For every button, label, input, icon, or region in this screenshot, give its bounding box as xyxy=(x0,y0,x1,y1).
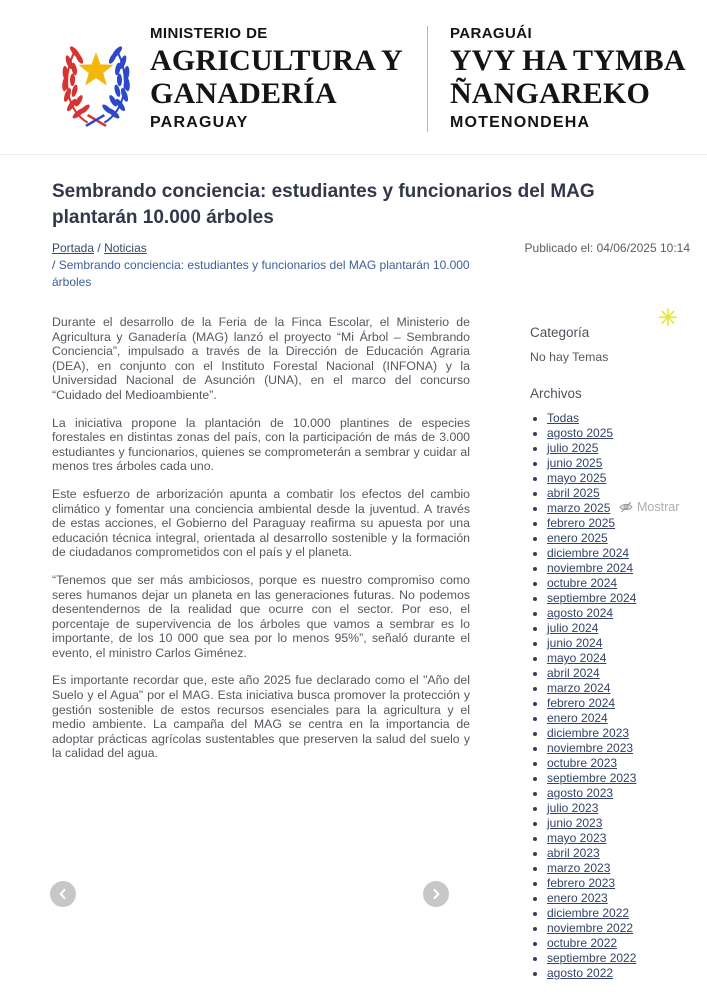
archive-link[interactable]: octubre 2023 xyxy=(547,756,618,770)
archive-link[interactable]: enero 2025 xyxy=(547,531,608,545)
archives-heading: Archivos xyxy=(530,386,582,401)
guarani-name-line1: YVY HA TYMBA xyxy=(449,44,686,77)
eye-off-icon xyxy=(619,500,633,514)
chevron-right-icon xyxy=(429,887,443,901)
archive-link[interactable]: abril 2023 xyxy=(547,846,600,860)
published-date: Publicado el: 04/06/2025 10:14 xyxy=(524,241,690,255)
archive-link[interactable]: junio 2024 xyxy=(547,636,603,650)
archive-item xyxy=(547,846,690,861)
archive-item xyxy=(547,651,690,666)
sparkle-icon[interactable]: ✳ xyxy=(657,305,678,332)
archive-item xyxy=(547,591,690,606)
archive-item xyxy=(547,711,690,726)
breadcrumb-home-link[interactable]: Portada xyxy=(52,241,95,255)
archive-item xyxy=(547,666,690,681)
archive-item xyxy=(547,621,690,636)
archive-item xyxy=(547,786,690,801)
archive-item xyxy=(547,891,690,906)
archive-link[interactable]: junio 2023 xyxy=(547,816,603,830)
archive-item xyxy=(547,756,690,771)
archive-item xyxy=(547,906,690,921)
archive-item xyxy=(547,726,690,741)
archive-item xyxy=(547,816,690,831)
chevron-left-icon xyxy=(56,887,70,901)
archive-link[interactable]: agosto 2025 xyxy=(547,426,614,440)
archive-link[interactable]: septiembre 2022 xyxy=(547,951,637,965)
archive-link[interactable]: diciembre 2024 xyxy=(547,546,630,560)
archive-link[interactable]: julio 2025 xyxy=(547,441,599,455)
breadcrumb-current: Sembrando conciencia: estudiantes y funcionarios del MAG plantarán 10.000 árboles xyxy=(52,258,470,289)
category-heading: Categoría xyxy=(530,325,590,340)
site-header xyxy=(0,0,707,155)
article-body xyxy=(52,315,470,989)
archive-link[interactable]: septiembre 2024 xyxy=(547,591,637,605)
archive-item xyxy=(547,471,690,486)
archive-item xyxy=(547,516,690,531)
archive-link[interactable]: agosto 2024 xyxy=(547,606,614,620)
archive-link[interactable]: noviembre 2024 xyxy=(547,561,634,575)
archive-link[interactable]: marzo 2024 xyxy=(547,681,611,695)
paraguay-coat-of-arms-logo xyxy=(54,27,138,131)
article-head xyxy=(0,155,707,291)
article-paragraphs xyxy=(52,315,470,761)
archive-link[interactable]: octubre 2022 xyxy=(547,936,618,950)
archive-item xyxy=(547,426,690,441)
article-paragraph: Este esfuerzo de arborización apunta a combatir los efectos del cambio climático y fomentar una conciencia ambiental desde la juventud. A través de estas acciones, el Gobierno del Paraguay reafirma su apuesta por una educación técnica integral, orientada al desarrollo sostenible y la formación de ciudadanos comprometidos con el país y el planeta. xyxy=(52,486,470,560)
ministry-name-block xyxy=(150,24,403,134)
archive-link[interactable]: mayo 2024 xyxy=(547,651,607,665)
article-paragraph: La iniciativa propone la plantación de 10.000 plantines de especies forestales en distintas zonas del país, con la participación de más de 3.000 estudiantes y funcionarios, quienes se comprometerán a sembrar y cuidar al menos tres árboles cada uno. xyxy=(52,415,470,474)
logo-divider xyxy=(427,26,428,132)
archives-list xyxy=(530,411,690,981)
archive-link[interactable]: julio 2024 xyxy=(547,621,599,635)
carousel-prev-button[interactable] xyxy=(50,881,76,907)
guarani-kicker: PARAGUÁI xyxy=(449,25,533,42)
archive-link[interactable]: enero 2023 xyxy=(547,891,608,905)
article-paragraph: Durante el desarrollo de la Feria de la Finca Escolar, el Ministerio de Agricultura y Ganadería (MAG) lanzó el proyecto “Mi Árbol – Sembrando Conciencia”, impulsado a través de la Dirección de Educación Agraria (DEA), en conjunto con el Instituto Forestal Nacional (INFONA) y la Universidad Nacional de Asunción (UNA), en el marco del concurso “Cuidado del Medioambiente”. xyxy=(52,315,470,402)
breadcrumb-section-link[interactable]: Noticias xyxy=(104,241,147,255)
archive-link[interactable]: mayo 2025 xyxy=(547,471,607,485)
ministry-kicker: MINISTERIO DE xyxy=(150,25,268,42)
archive-link[interactable]: noviembre 2023 xyxy=(547,741,634,755)
archive-link[interactable]: febrero 2025 xyxy=(547,516,616,530)
ministry-name-line1: AGRICULTURA Y xyxy=(150,44,403,77)
article-paragraph: “Tenemos que ser más ambiciosos, porque es nuestro compromiso como seres humanos dejar un planeta en las generaciones futuras. No podemos desentendernos de la realidad que ocurre con el sector. Por eso, el porcentaje de supervivencia de los árboles que vamos a sembrar es lo importante, de los 10 000 que sea por lo menos 95%”, señaló durante el evento, el ministro Carlos Giménez. xyxy=(52,572,470,660)
archive-item xyxy=(547,441,690,456)
archive-item xyxy=(547,636,690,651)
carousel-next-button[interactable] xyxy=(423,881,449,907)
archive-link[interactable]: marzo 2023 xyxy=(547,861,611,875)
ministry-guarani-block xyxy=(450,24,686,134)
mostrar-overlay[interactable] xyxy=(616,499,682,515)
archive-item xyxy=(547,456,690,471)
archive-item xyxy=(547,921,690,936)
mostrar-label: Mostrar xyxy=(637,500,680,514)
archive-link[interactable]: abril 2024 xyxy=(547,666,600,680)
sidebar xyxy=(530,305,690,989)
archive-link[interactable]: febrero 2023 xyxy=(547,876,616,890)
archive-item xyxy=(547,966,690,981)
archive-item xyxy=(547,936,690,951)
archive-item xyxy=(547,561,690,576)
archive-link[interactable]: diciembre 2023 xyxy=(547,726,630,740)
archive-link[interactable]: octubre 2024 xyxy=(547,576,618,590)
archive-item xyxy=(547,771,690,786)
category-empty-text: No hay Temas xyxy=(530,350,609,364)
archive-item xyxy=(547,801,690,816)
archive-item xyxy=(547,531,690,546)
archive-item xyxy=(547,576,690,591)
archive-link[interactable]: marzo 2025 xyxy=(547,501,611,515)
archive-item xyxy=(547,546,690,561)
archive-item xyxy=(547,876,690,891)
archive-item xyxy=(547,951,690,966)
archive-item xyxy=(547,411,690,426)
archive-link[interactable]: septiembre 2023 xyxy=(547,771,637,785)
archive-item xyxy=(547,696,690,711)
archive-link[interactable]: agosto 2022 xyxy=(547,966,614,980)
archive-link[interactable]: abril 2025 xyxy=(547,486,600,500)
archive-item xyxy=(547,741,690,756)
guarani-sub: MOTENONDEHA xyxy=(449,114,591,131)
archive-link[interactable]: diciembre 2022 xyxy=(547,906,630,920)
archive-link[interactable]: Todas xyxy=(547,411,580,425)
archive-link[interactable]: enero 2024 xyxy=(547,711,608,725)
breadcrumb xyxy=(52,240,477,291)
archive-link[interactable]: agosto 2023 xyxy=(547,786,614,800)
archive-item xyxy=(547,681,690,696)
archive-link[interactable]: mayo 2023 xyxy=(547,831,607,845)
article-paragraph: Es importante recordar que, este año 2025 fue declarado como el "Año del Suelo y el Agua" por el MAG. Esta iniciativa busca promover la protección y gestión sostenible de estos recursos esenciales para la agricultura y el medio ambiente. La campaña del MAG se centra en la importancia de adoptar prácticas agrícolas sustentables que preserven la salud del suelo y la calidad del agua. xyxy=(52,673,470,761)
content-row xyxy=(0,291,707,989)
breadcrumb-separator: / xyxy=(97,241,101,255)
breadcrumb-separator: / xyxy=(52,258,56,272)
guarani-name-line2: ÑANGAREKO xyxy=(449,77,651,110)
image-carousel xyxy=(52,774,470,989)
archive-link[interactable]: junio 2025 xyxy=(547,456,603,470)
archive-link[interactable]: noviembre 2022 xyxy=(547,921,634,935)
page-title: Sembrando conciencia: estudiantes y funcionarios del MAG plantarán 10.000 árboles xyxy=(52,181,595,228)
ministry-name-line2: GANADERÍA xyxy=(150,77,337,110)
ministry-country: PARAGUAY xyxy=(150,114,249,131)
archive-link[interactable]: julio 2023 xyxy=(547,801,599,815)
archive-item xyxy=(547,861,690,876)
archive-link[interactable]: febrero 2024 xyxy=(547,696,616,710)
archive-item xyxy=(547,606,690,621)
archive-item xyxy=(547,831,690,846)
